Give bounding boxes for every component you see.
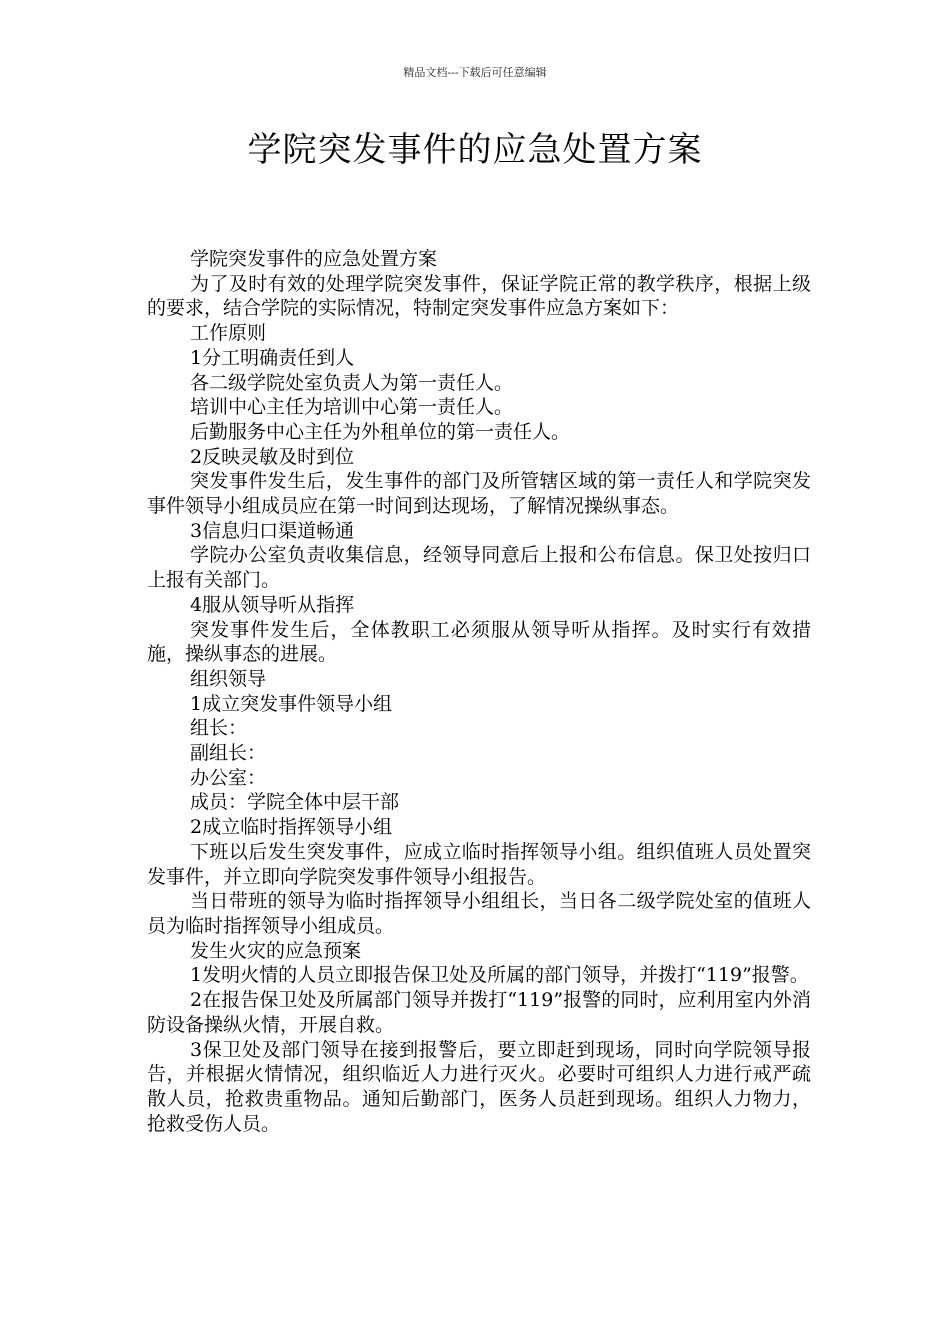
paragraph: 下班以后发生突发事件，应成立临时指挥领导小组。组织值班人员处置突发事件，并立即向学院突发事件领导小组报告。 bbox=[147, 840, 811, 888]
paragraph: 成员：学院全体中层干部 bbox=[190, 791, 400, 814]
paragraph: 培训中心主任为培训中心第一责任人。 bbox=[190, 396, 514, 419]
section-heading: 发生火灾的应急预案 bbox=[190, 939, 362, 962]
paragraph: 1发明火情的人员立即报告保卫处及所属的部门领导，并拨打“119”报警。 bbox=[190, 964, 809, 987]
section-heading: 组织领导 bbox=[190, 667, 267, 690]
paragraph: 突发事件发生后，发生事件的部门及所管辖区域的第一责任人和学院突发事件领导小组成员应在第一时间到达现场，了解情况操纵事态。 bbox=[147, 470, 811, 518]
subsection-heading: 2成立临时指挥领导小组 bbox=[190, 816, 393, 839]
paragraph: 学院办公室负责收集信息，经领导同意后上报和公布信息。保卫处按归口上报有关部门。 bbox=[147, 544, 811, 592]
paragraph: 各二级学院处室负责人为第一责任人。 bbox=[190, 371, 514, 394]
paragraph: 3保卫处及部门领导在接到报警后，要立即赶到现场，同时向学院领导报告，并根据火情情况，组织临近人力进行灭火。必要时可组织人力进行戒严疏散人员，抢救贵重物品。通知后勤部门，医务人员赶到现场。组织人力物力，抢救受伤人员。 bbox=[147, 1038, 811, 1135]
paragraph: 2在报告保卫处及所属部门领导并拨打“119”报警的同时，应利用室内外消防设备操纵火情，开展自救。 bbox=[147, 989, 811, 1036]
subsection-heading: 1成立突发事件领导小组 bbox=[190, 692, 393, 715]
paragraph: 办公室： bbox=[190, 766, 267, 789]
document-title: 学院突发事件的应急处置方案 bbox=[247, 130, 703, 170]
paragraph: 为了及时有效的处理学院突发事件，保证学院正常的教学秩序，根据上级的要求，结合学院的实际情况，特制定突发事件应急方案如下： bbox=[147, 272, 811, 320]
subsection-heading: 3信息归口渠道畅通 bbox=[190, 519, 355, 542]
header-note: 精品文档---下载后可任意编辑 bbox=[403, 66, 547, 79]
paragraph: 突发事件发生后，全体教职工必须服从领导听从指挥。及时实行有效措施，操纵事态的进展。 bbox=[147, 618, 811, 666]
subsection-heading: 4服从领导听从指挥 bbox=[190, 593, 355, 616]
paragraph: 后勤服务中心主任为外租单位的第一责任人。 bbox=[190, 420, 571, 443]
subsection-heading: 1分工明确责任到人 bbox=[190, 346, 355, 369]
paragraph: 组长： bbox=[190, 717, 248, 740]
section-heading: 工作原则 bbox=[190, 322, 267, 345]
subsection-heading: 2反映灵敏及时到位 bbox=[190, 445, 355, 468]
document-body bbox=[147, 247, 811, 1136]
paragraph: 学院突发事件的应急处置方案 bbox=[190, 248, 438, 270]
paragraph: 当日带班的领导为临时指挥领导小组组长，当日各二级学院处室的值班人员为临时指挥领导小组成员。 bbox=[147, 890, 811, 937]
paragraph: 副组长： bbox=[190, 742, 267, 765]
